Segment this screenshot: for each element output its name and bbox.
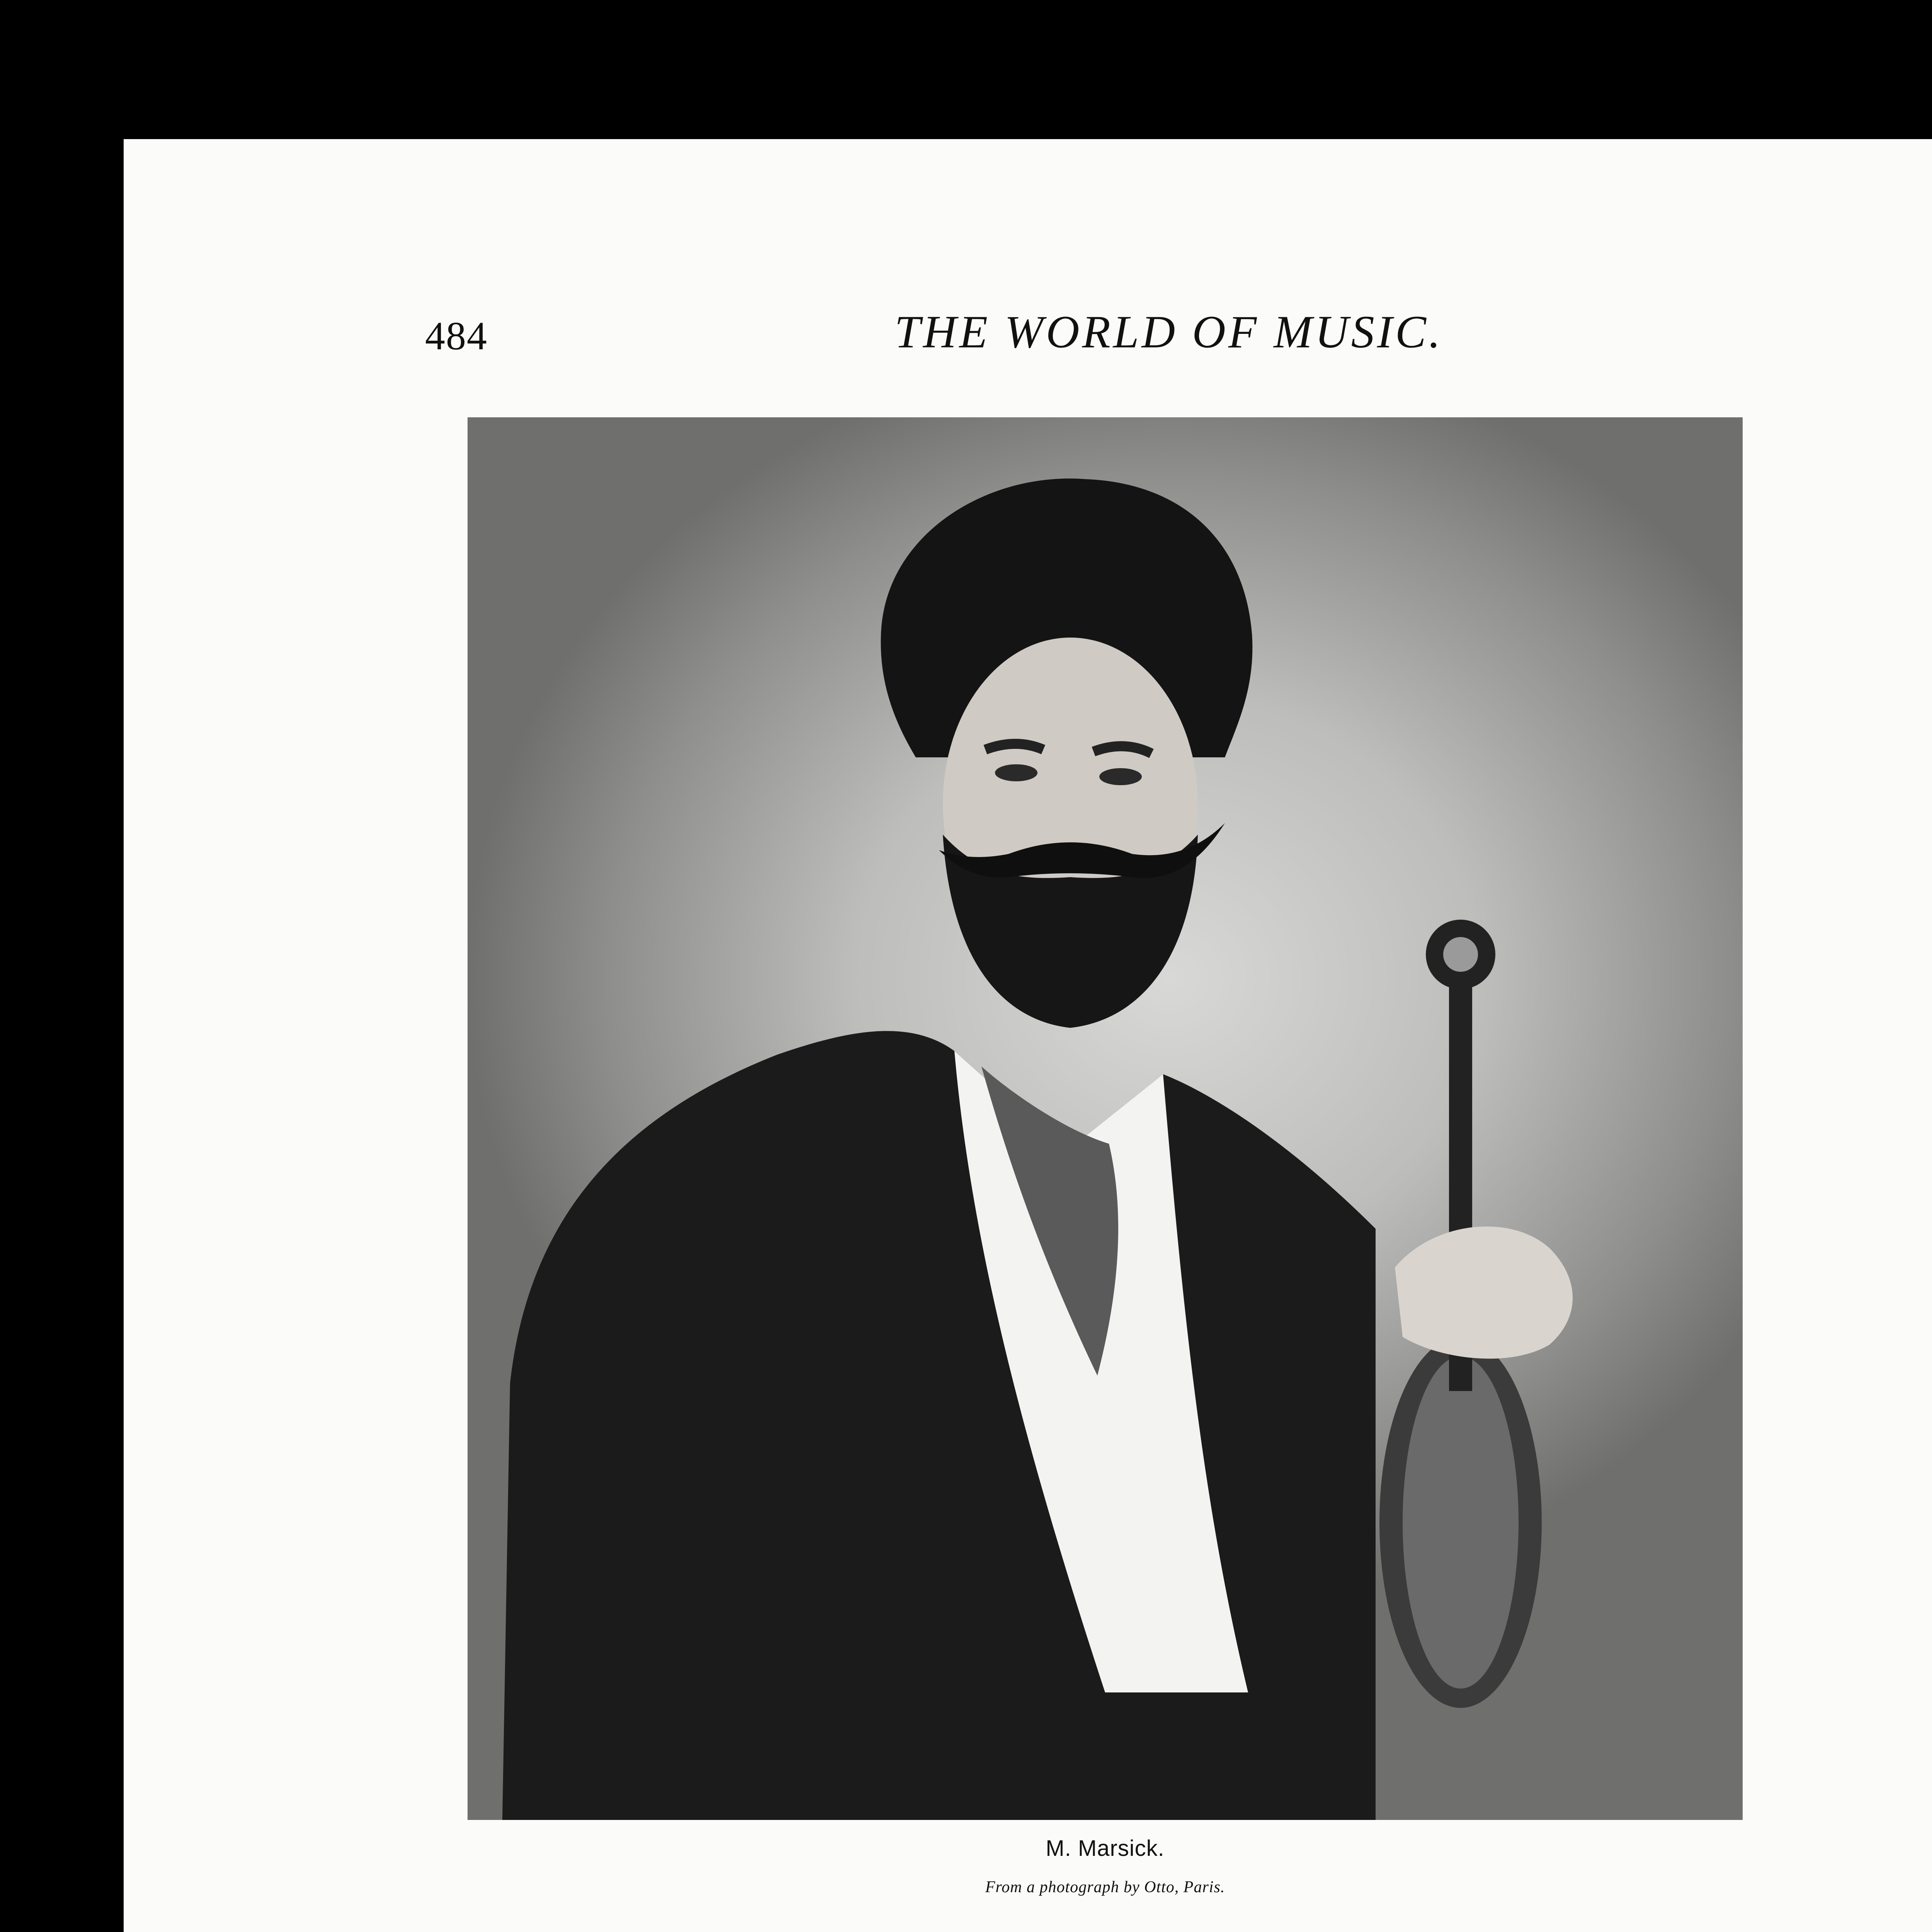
page-number: 484 [425,314,488,358]
portrait-photograph [468,417,1743,1820]
photo-caption: M. Marsick. [1046,1836,1165,1861]
running-title: THE WORLD OF MUSIC. [895,306,1443,357]
photo-credit: From a photograph by Otto, Paris. [985,1878,1225,1896]
running-head [425,305,1789,367]
